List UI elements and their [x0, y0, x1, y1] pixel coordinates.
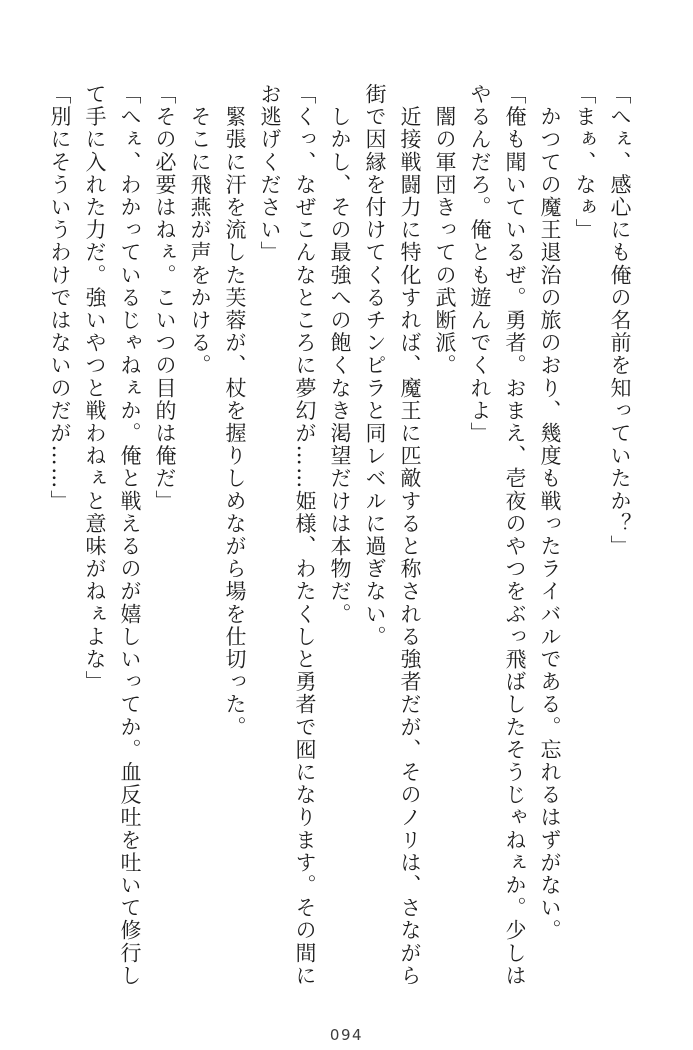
text-line: 「くっ、なぜこんなところに夢幻が……姫様、わたくしと勇者で囮になります。その間に: [293, 83, 317, 987]
text-line: 「その必要はねぇ。こいつの目的は俺だ」: [153, 83, 177, 513]
text-line: 「別にそういうわけではないのだが……」: [48, 83, 72, 513]
text-line: 「俺も聞いているぜ。勇者。おまえ、壱夜のやつをぶっ飛ばしたそうじゃねぇか。少しは: [503, 83, 527, 987]
text-line: しかし、その最強への飽くなき渇望だけは本物だ。: [328, 83, 352, 626]
text-line: て手に入れた力だ。強いやつと戦わねぇと意味がねぇよな」: [83, 83, 107, 694]
text-line: やるんだろ。俺とも遊んでくれよ」: [468, 83, 492, 445]
text-line: 街で因縁を付けてくるチンピラと同レベルに過ぎない。: [363, 83, 387, 648]
text-line: 「へぇ、わかっているじゃねぇか。俺と戦えるのが嬉しいってか。血反吐を吐いて修行し: [118, 83, 142, 987]
text-line: 緊張に汗を流した芙蓉が、杖を握りしめながら場を仕切った。: [223, 83, 247, 739]
text-line: 「まぁ、なぁ」: [573, 83, 597, 242]
text-line: かつての魔王退治の旅のおり、幾度も戦ったライバルである。忘れるはずがない。: [538, 83, 562, 942]
novel-text: [42, 83, 637, 995]
text-line: お逃げください」: [258, 83, 282, 264]
page-number: 094: [329, 1026, 364, 1044]
text-line: そこに飛燕が声をかける。: [188, 83, 212, 377]
text-line: 「へぇ、感心にも俺の名前を知っていたか？」: [608, 83, 632, 558]
text-line: 近接戦闘力に特化すれば、魔王に匹敵すると称される強者だが、そのノリは、さながら: [398, 83, 422, 987]
text-line: 闇の軍団きっての武断派。: [433, 83, 457, 377]
